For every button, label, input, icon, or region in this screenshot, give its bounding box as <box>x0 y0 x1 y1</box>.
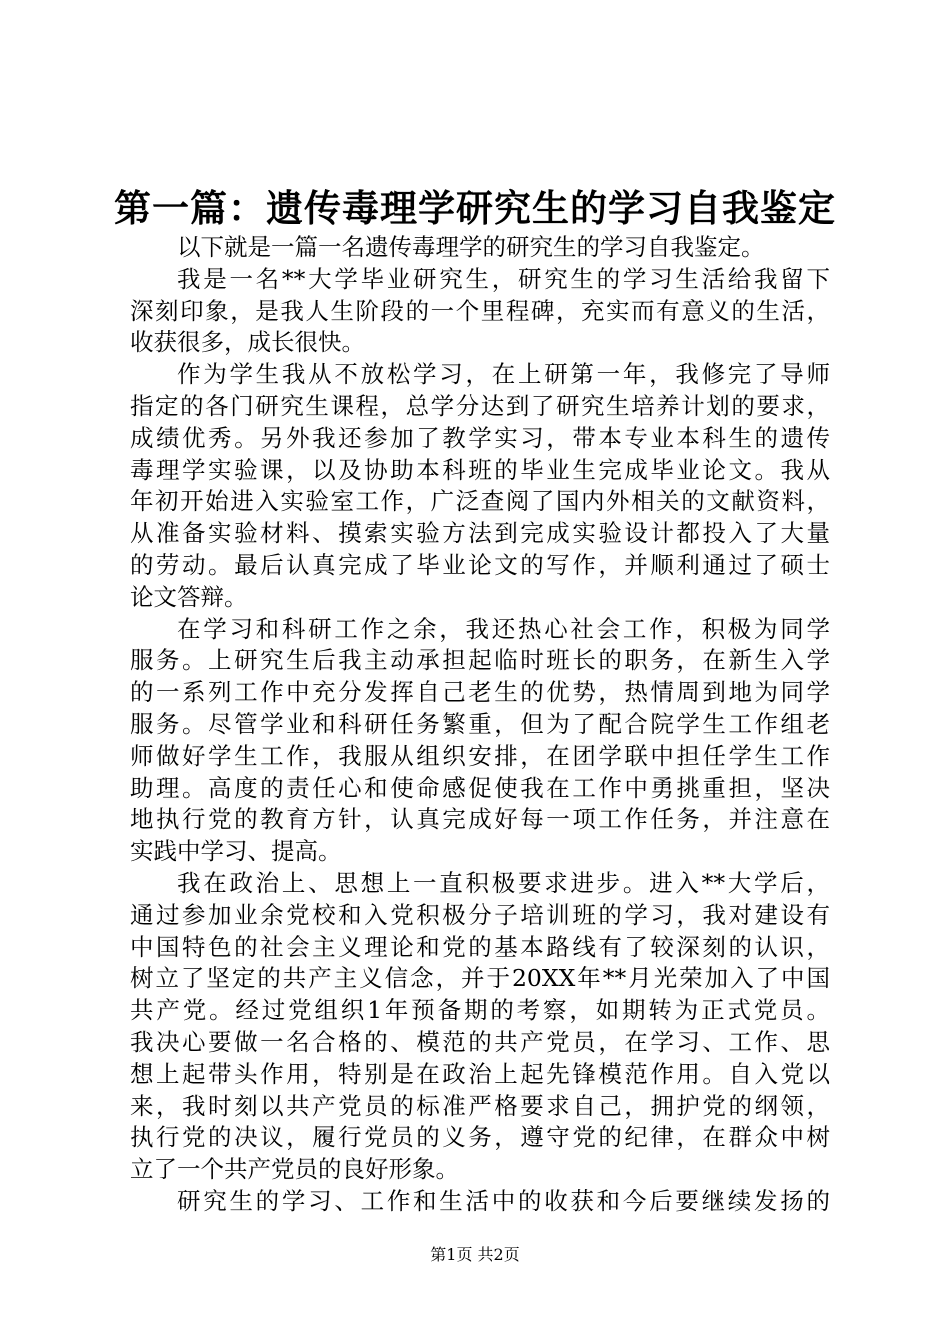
text-line: 从准备实验材料、摸索实验方法到完成实验设计都投入了大量 <box>130 519 830 548</box>
text-line: 执行党的决议，履行党员的义务，遵守党的纪律，在群众中树 <box>130 1123 830 1152</box>
text-line: 成绩优秀。另外我还参加了教学实习，带本专业本科生的遗传 <box>130 423 830 452</box>
text-line: 研究生的学习、工作和生活中的收获和今后要继续发扬的 <box>177 1186 830 1215</box>
text-line: 服务。上研究生后我主动承担起临时班长的职务，在新生入学 <box>130 646 830 675</box>
text-line: 树立了坚定的共产主义信念，并于20XX年**月光荣加入了中国 <box>130 964 830 993</box>
paragraph-intro <box>130 232 830 264</box>
text-line: 的劳动。最后认真完成了毕业论文的写作，并顺利通过了硕士 <box>130 550 830 579</box>
text-line: 助理。高度的责任心和使命感促使我在工作中勇挑重担，坚决 <box>130 773 830 802</box>
text-line: 年初开始进入实验室工作，广泛查阅了国内外相关的文献资料， <box>130 487 830 516</box>
text-line: 师做好学生工作，我服从组织安排，在团学联中担任学生工作 <box>130 741 830 770</box>
text-line: 我在政治上、思想上一直积极要求进步。进入**大学后， <box>177 868 830 897</box>
text-line: 中国特色的社会主义理论和党的基本路线有了较深刻的认识， <box>130 932 830 961</box>
paragraph-closing <box>130 1186 830 1218</box>
text-line: 来，我时刻以共产党员的标准严格要求自己，拥护党的纲领， <box>130 1091 830 1120</box>
text-line: 立了一个共产党员的良好形象。 <box>130 1155 459 1184</box>
text-line: 想上起带头作用，特别是在政治上起先锋模范作用。自入党以 <box>130 1059 830 1088</box>
text-line: 以下就是一篇一名遗传毒理学的研究生的学习自我鉴定。 <box>177 233 765 261</box>
text-line: 在学习和科研工作之余，我还热心社会工作，积极为同学 <box>177 614 830 643</box>
text-line: 我是一名**大学毕业研究生，研究生的学习生活给我留下 <box>177 264 830 293</box>
text-line: 作为学生我从不放松学习，在上研第一年，我修完了导师 <box>177 360 830 389</box>
text-line: 服务。尽管学业和科研任务繁重，但为了配合院学生工作组老 <box>130 709 830 738</box>
page-number-footer: 第1页 共2页 <box>430 1245 520 1264</box>
paragraph-politics <box>130 868 830 1186</box>
paragraph-overview <box>130 264 830 359</box>
text-line: 的一系列工作中充分发挥自己老生的优势，热情周到地为同学 <box>130 678 830 707</box>
document-title: 第一篇：遗传毒理学研究生的学习自我鉴定 <box>114 187 836 230</box>
text-line: 论文答辩。 <box>130 582 248 611</box>
text-line: 我决心要做一名合格的、模范的共产党员，在学习、工作、思 <box>130 1027 830 1056</box>
paragraph-service <box>130 614 830 868</box>
document-body <box>130 232 830 1218</box>
text-line: 实践中学习、提高。 <box>130 837 342 866</box>
text-line: 深刻印象，是我人生阶段的一个里程碑，充实而有意义的生活， <box>130 296 830 325</box>
text-line: 通过参加业余党校和入党积极分子培训班的学习，我对建设有 <box>130 900 830 929</box>
text-line: 毒理学实验课，以及协助本科班的毕业生完成毕业论文。我从 <box>130 455 830 484</box>
paragraph-study <box>130 359 830 613</box>
text-line: 指定的各门研究生课程，总学分达到了研究生培养计划的要求， <box>130 391 830 420</box>
text-line: 共产党。经过党组织1年预备期的考察，如期转为正式党员。 <box>130 996 830 1025</box>
text-line: 收获很多，成长很快。 <box>130 328 365 357</box>
text-line: 地执行党的教育方针，认真完成好每一项工作任务，并注意在 <box>130 805 830 834</box>
